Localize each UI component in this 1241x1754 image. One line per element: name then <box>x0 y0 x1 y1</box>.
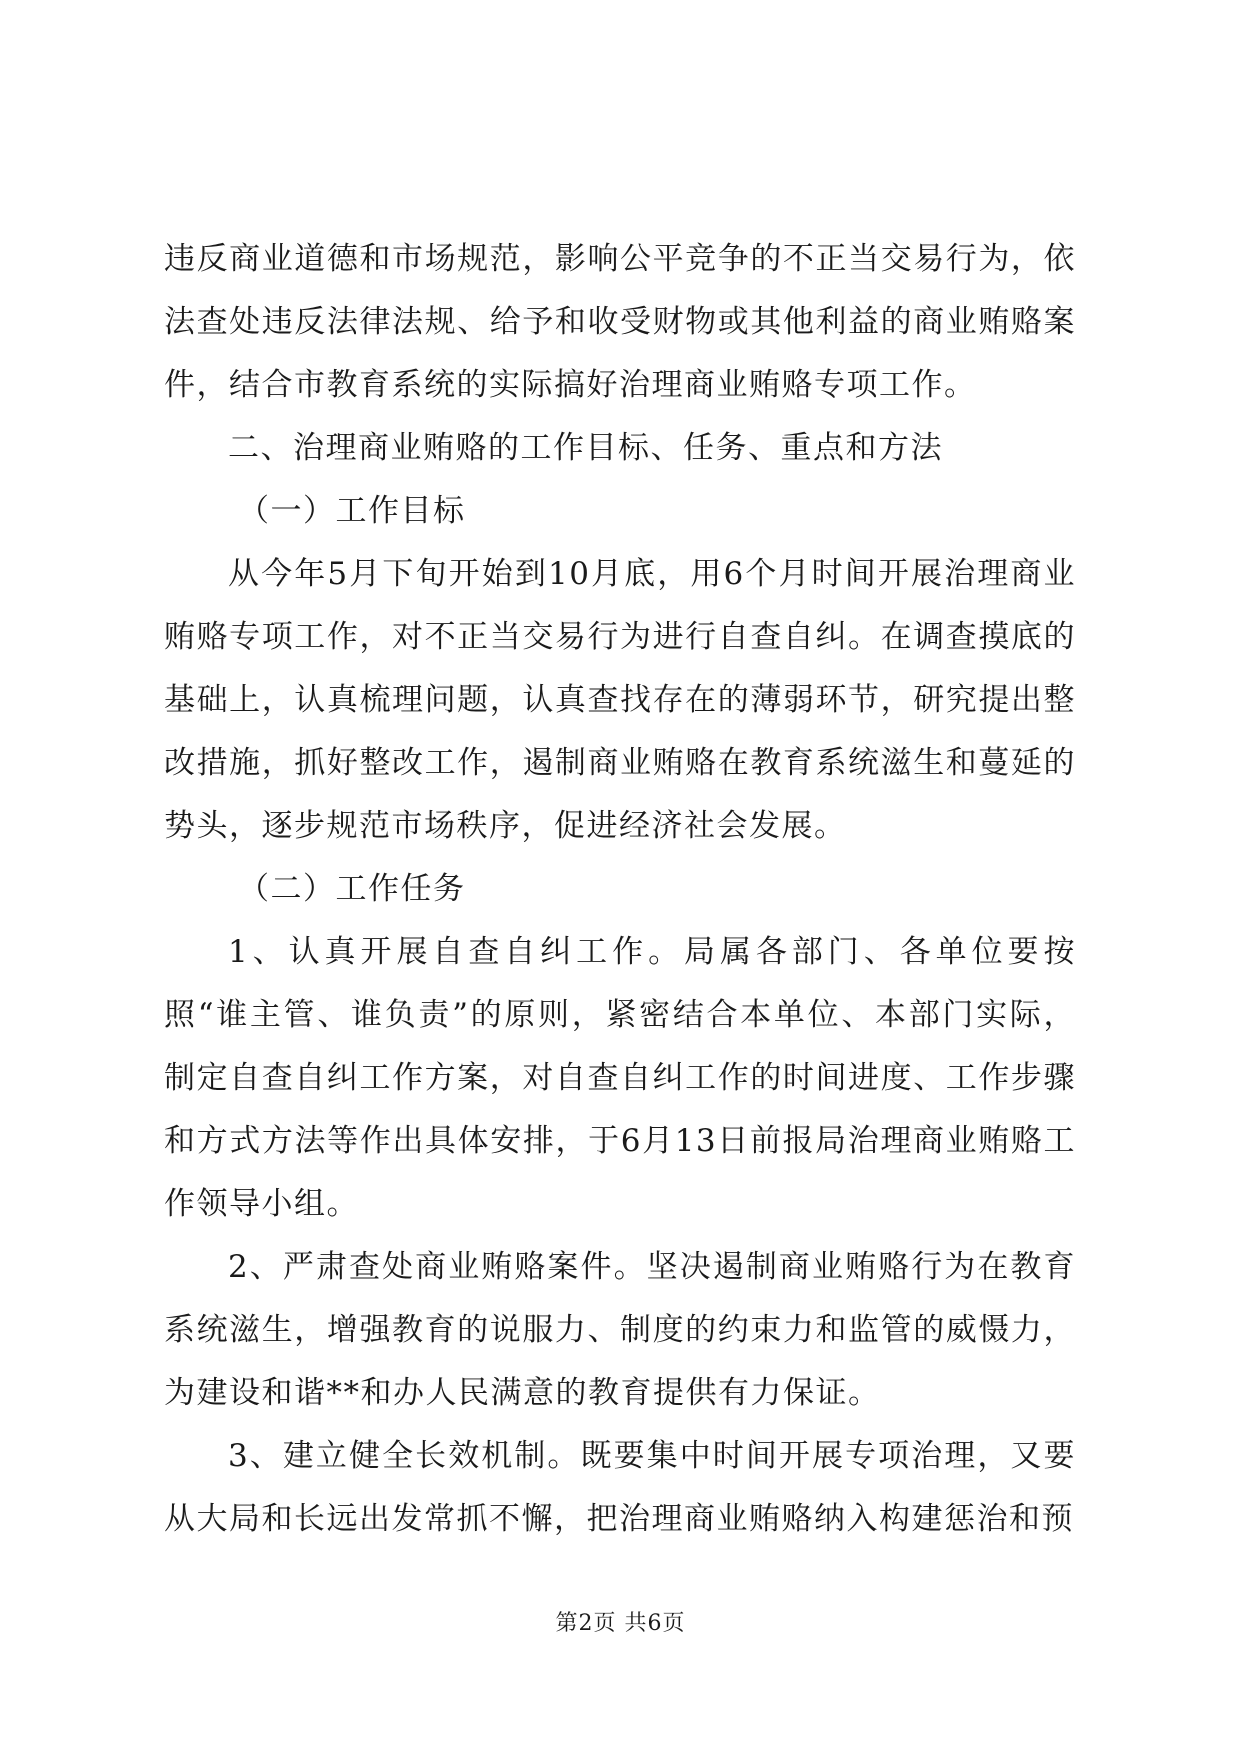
paragraph-task-3: 3、建立健全长效机制。既要集中时间开展专项治理，又要从大局和长远出发常抓不懈，把治理商业贿赂纳入构建惩治和预 <box>164 1438 1076 1537</box>
paragraph-goals: 从今年5月下旬开始到10月底，用6个月时间开展治理商业贿赂专项工作，对不正当交易行为进行自查自纠。在调查摸底的基础上，认真梳理问题，认真查找存在的薄弱环节，研究提出整改措施，抓好整改工作，遏制商业贿赂在教育系统滋生和蔓延的势头，逐步规范市场秩序，促进经济社会发展。 <box>164 556 1076 844</box>
paragraph-continuation: 违反商业道德和市场规范，影响公平竞争的不正当交易行为，依法查处违反法律法规、给予和收受财物或其他利益的商业贿赂案件，结合市教育系统的实际搞好治理商业贿赂专项工作。 <box>164 241 1076 403</box>
subsection-heading-tasks: （二）工作任务 <box>238 871 466 907</box>
section-heading: 二、治理商业贿赂的工作目标、任务、重点和方法 <box>228 430 943 466</box>
page-number-footer: 第2页 共6页 <box>555 1611 686 1636</box>
document-body <box>164 228 1076 1551</box>
subsection-heading-goals: （一）工作目标 <box>238 493 466 529</box>
paragraph-task-1: 1、认真开展自查自纠工作。局属各部门、各单位要按照“谁主管、谁负责”的原则，紧密结合本单位、本部门实际，制定自查自纠工作方案，对自查自纠工作的时间进度、工作步骤和方式方法等作出具体安排，于6月13日前报局治理商业贿赂工作领导小组。 <box>164 934 1076 1222</box>
paragraph-task-2: 2、严肃查处商业贿赂案件。坚决遏制商业贿赂行为在教育系统滋生，增强教育的说服力、制度的约束力和监管的威慑力，为建设和谐**和办人民满意的教育提供有力保证。 <box>164 1249 1076 1411</box>
